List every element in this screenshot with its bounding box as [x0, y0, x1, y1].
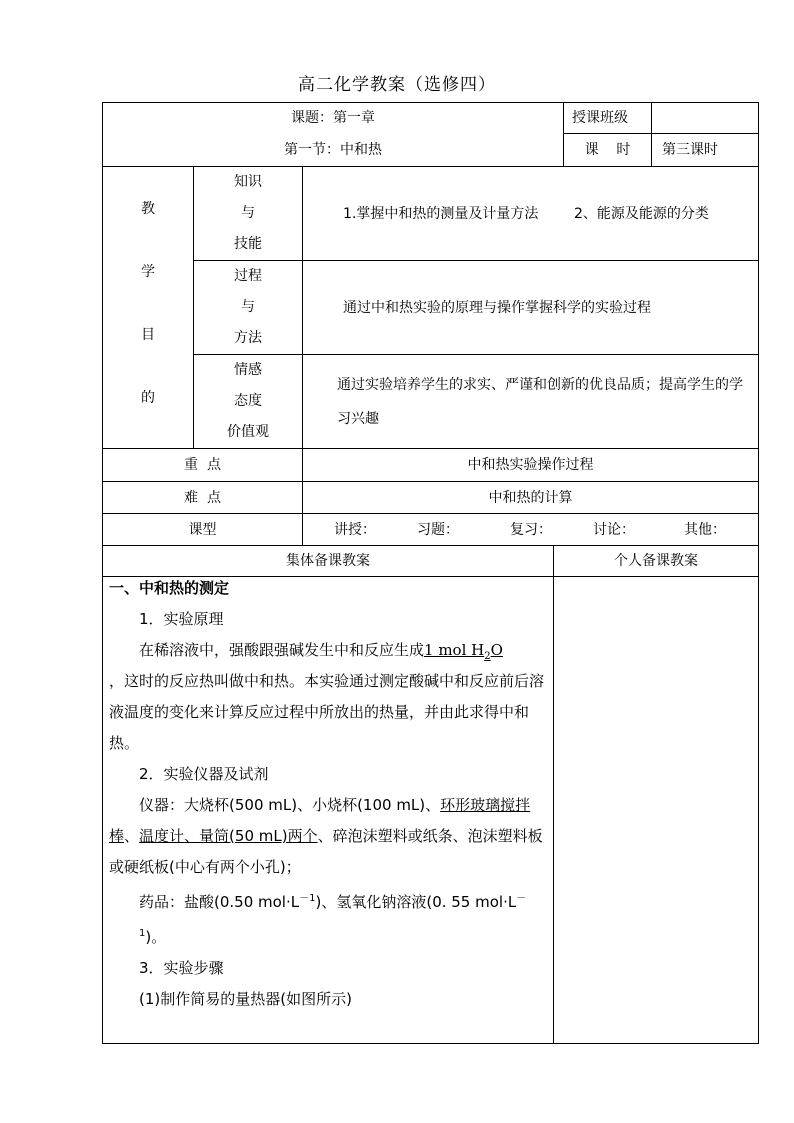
reagents-paragraph: 药品：盐酸(0.50 $mol\cdot L^{-1}$)、氢氧化钠溶液(0. 55 $mol\cdot L^{-1}$)。	[139, 893, 527, 946]
apparatus-paragraph: 仪器：大烧杯(500 mL)、小烧杯(100 mL)、环形玻璃搅拌棒、温度计、量筒(50 mL)两个、碎泡沫塑料或纸条、泡沫塑料板或硬纸板(中心有两个小孔)；	[109, 796, 543, 876]
objective-label-process: 过程 与 方法	[234, 268, 262, 346]
period-label: 课 时	[584, 142, 631, 158]
side-char: 学	[141, 264, 155, 280]
group-plan-header: 集体备课教案	[286, 553, 370, 569]
principle-paragraph: 在稀溶液中，强酸跟强碱发生中和反应生成1 mol $H_2O$	[139, 641, 503, 662]
objective-content-knowledge: 1.掌握中和热的测量及计量方法 2、能源及能源的分类	[343, 205, 709, 222]
lesson-type-label: 课型	[188, 521, 217, 538]
lesson-type-options	[303, 514, 758, 545]
personal-plan-header: 个人备课教案	[614, 553, 698, 569]
class-value[interactable]	[652, 103, 758, 133]
difficulty-value: 中和热的计算	[488, 489, 573, 506]
lesson-type-option[interactable]: 讲授：	[334, 522, 376, 538]
side-char: 目	[141, 327, 155, 343]
steps-paragraph: (1)制作简易的量热器(如图所示)	[139, 990, 352, 1008]
lesson-type-option[interactable]: 讨论：	[593, 522, 635, 538]
objective-content-process: 通过中和热实验的原理与操作掌握科学的实验过程	[343, 299, 651, 316]
document-title: 高二化学教案（选修四）	[298, 75, 496, 95]
class-label: 授课班级	[572, 110, 628, 126]
lesson-type-option[interactable]: 习题：	[417, 522, 459, 538]
objective-label-knowledge: 知识 与 技能	[234, 174, 262, 252]
key-point-value: 中和热实验操作过程	[467, 457, 594, 473]
apparatus-section	[109, 759, 549, 1015]
subheading-apparatus: 2．实验仪器及试剂	[139, 765, 269, 783]
section: 第一节：中和热	[284, 142, 382, 158]
objectives-side-label	[103, 198, 193, 450]
objective-content-emotion: 通过实验培养学生的求实、严谨和创新的优良品质；提高学生的学习兴趣	[337, 376, 743, 427]
objective-label-emotion: 情感 态度 价值观	[227, 362, 269, 440]
lesson-type-option[interactable]: 复习：	[510, 522, 552, 538]
content-heading: 一、中和热的测定	[109, 579, 230, 597]
subheading-principle: 1．实验原理	[139, 610, 224, 628]
topic: 课题：第一章	[291, 110, 375, 126]
lesson-type-option[interactable]: 其他：	[684, 522, 726, 538]
period-value: 第三课时	[662, 142, 718, 158]
principle-text: ，这时的反应热叫做中和热。本实验通过测定酸碱中和反应前后溶液温度的变化来计算反应过程中所放出的热量，并由此求得中和热。	[109, 672, 545, 752]
difficulty-label: 难 点	[184, 489, 221, 506]
principle-continuation	[109, 666, 549, 759]
side-char: 的	[141, 390, 155, 406]
side-char: 教	[141, 201, 155, 217]
subheading-steps: 3．实验步骤	[139, 959, 224, 977]
lesson-content	[109, 573, 549, 662]
key-point-label: 重 点	[184, 457, 221, 473]
